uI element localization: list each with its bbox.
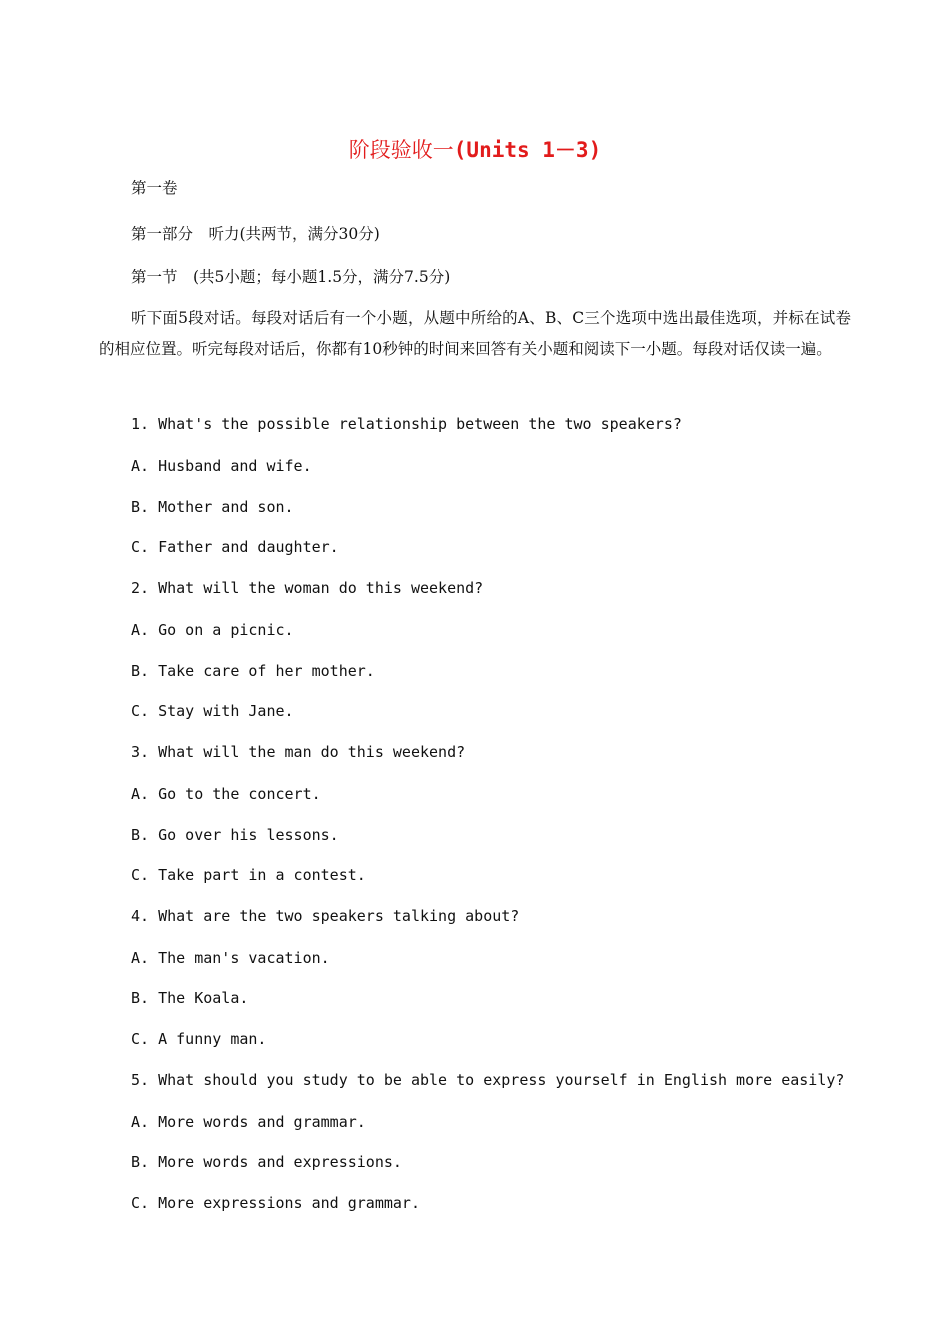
question-4-stem: 4. What are the two speakers talking about? bbox=[131, 907, 520, 925]
question-2-option-a: A. Go on a picnic. bbox=[131, 621, 294, 639]
question-3-option-b: B. Go over his lessons. bbox=[131, 826, 339, 844]
title-chinese: 阶段验收一 bbox=[348, 138, 454, 162]
question-4-option-a: A. The man's vacation. bbox=[131, 949, 330, 967]
question-3-stem: 3. What will the man do this weekend? bbox=[131, 743, 466, 761]
section-heading: 第一节 (共5小题；每小题1.5分，满分7.5分) bbox=[131, 268, 451, 286]
question-1-option-b: B. Mother and son. bbox=[131, 498, 294, 516]
question-2-option-c: C. Stay with Jane. bbox=[131, 702, 294, 720]
question-5-stem: 5. What should you study to be able to express yourself in English more easily? bbox=[131, 1071, 845, 1089]
question-2-option-b: B. Take care of her mother. bbox=[131, 662, 375, 680]
title-units: (Units 1－3) bbox=[453, 138, 602, 162]
volume-heading: 第一卷 bbox=[131, 179, 178, 197]
question-5-option-a: A. More words and grammar. bbox=[131, 1113, 366, 1131]
question-3-option-c: C. Take part in a contest. bbox=[131, 866, 366, 884]
question-4-option-b: B. The Koala. bbox=[131, 989, 249, 1007]
question-4-option-c: C. A funny man. bbox=[131, 1030, 267, 1048]
question-1-stem: 1. What's the possible relationship between the two speakers? bbox=[131, 415, 682, 433]
question-5-option-b: B. More words and expressions. bbox=[131, 1153, 402, 1171]
page-title bbox=[0, 134, 950, 164]
listening-instructions: 听下面5段对话。每段对话后有一个小题，从题中所给的A、B、C三个选项中选出最佳选项，并标在试卷的相应位置。听完每段对话后，你都有10秒钟的时间来回答有关小题和阅读下一小题。每段对话仅读一遍。 bbox=[99, 309, 851, 358]
question-1-option-c: C. Father and daughter. bbox=[131, 538, 339, 556]
part-heading: 第一部分 听力(共两节，满分30分) bbox=[131, 225, 380, 243]
question-1-option-a: A. Husband and wife. bbox=[131, 457, 312, 475]
question-3-option-a: A. Go to the concert. bbox=[131, 785, 321, 803]
question-2-stem: 2. What will the woman do this weekend? bbox=[131, 579, 484, 597]
question-5-option-c: C. More expressions and grammar. bbox=[131, 1194, 420, 1212]
